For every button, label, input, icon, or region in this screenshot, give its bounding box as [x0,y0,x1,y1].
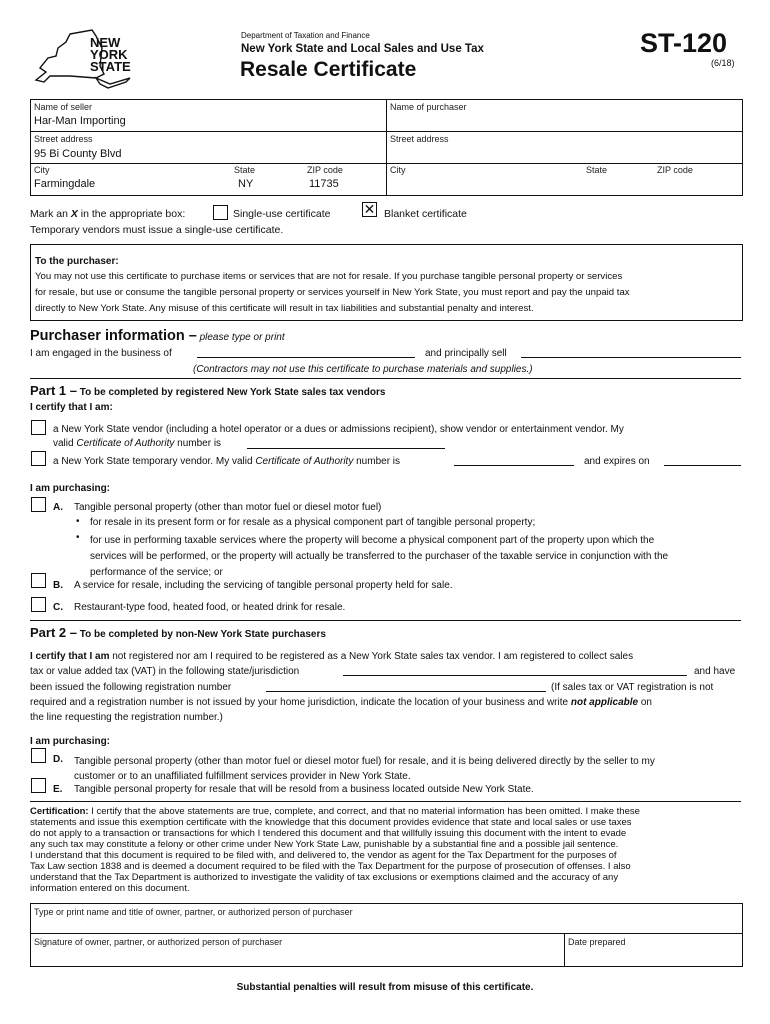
part2-instruction-line: the line requesting the registration number.) [30,712,223,723]
ny-vendor-text: a New York State vendor (including a hotel operator or a dues or admissions recipient), show vendor or entertainment vendor. My [53,424,624,435]
seller-street-label: Street address [34,134,93,144]
part2-jurisdiction-label: tax or value added tax (VAT) in the following state/jurisdiction [30,666,300,677]
option-a-letter: A. [53,502,63,513]
purchaser-state-label: State [586,165,608,175]
contractor-note: (Contractors may not use this certificate to purchase materials and supplies.) [193,364,533,375]
part1-heading: Part 1 – To be completed by registered New York State sales tax vendors [30,383,386,398]
form-subtitle: New York State and Local Sales and Use Tax [241,43,484,55]
option-a-checkbox[interactable] [31,497,46,512]
option-a-bullet-2: for use in performing taxable services where the property will become a physical component part of the property upon which the services will be performed, or the property will actually be transferred to the purchaser of the taxable service in conjunction with the performance of the service; or [90,535,669,578]
business-label: I am engaged in the business of [30,348,172,359]
to-purchaser-box [30,244,743,321]
to-purchaser-heading: To the purchaser: [35,256,119,267]
seller-street-field[interactable]: 95 Bi County Blvd [34,148,122,160]
single-use-checkbox[interactable] [213,205,228,220]
single-use-label: Single-use certificate [233,208,331,220]
part2-instruction-line: required and a registration number is not issued by your home jurisdiction, indicate the location of your business and write not applicable on [30,697,652,708]
seller-state-label: State [234,165,256,175]
seller-city-label: City [34,165,50,175]
registration-number-field[interactable] [266,691,546,692]
to-purchaser-line: You may not use this certificate to purchase items or services that are not for resale. If you purchase tangible personal property or services [35,271,623,282]
option-c-text: Restaurant-type food, heated food, or heated drink for resale. [74,602,346,613]
purchaser-info-heading: Purchaser information – please type or print [30,328,285,344]
section-divider [30,378,741,379]
expires-label: and expires on [584,456,650,467]
part2-certify-line: I certify that I am not registered nor am I required to be registered as a New York State sales tax vendor. I am registered to collect sales [30,651,634,662]
business-field[interactable] [197,357,415,358]
seller-zip-field[interactable]: 11735 [309,178,339,190]
cert-type-prompt: Mark an X in the appropriate box: [30,208,186,220]
purchaser-name-title-field[interactable] [34,918,734,931]
part1-certify-label: I certify that I am: [30,402,113,413]
ny-vendor-checkbox[interactable] [31,420,46,435]
form-title: Resale Certificate [240,58,417,81]
footer-warning: Substantial penalties will result from misuse of this certificate. [236,982,534,993]
purchaser-street-label: Street address [390,134,449,144]
to-purchaser-line: for resale, but use or consume the tangible personal property or services yourself in New York State, you must report and pay the unpaid tax [35,287,630,298]
jurisdiction-field[interactable] [343,675,687,676]
part2-heading: Part 2 – To be completed by non-New York State purchasers [30,625,326,640]
option-d-text: Tangible personal property (other than motor fuel or diesel motor fuel) for resale, and it is being delivered directly by the seller to my customer or to an unaffiliated fulfillment services provider in New York State. [74,756,655,782]
blanket-label: Blanket certificate [384,208,467,220]
signature-label: Signature of owner, partner, or authorized person of purchaser [34,937,283,947]
section-divider [30,620,741,621]
option-a-text: Tangible personal property (other than motor fuel or diesel motor fuel) [74,502,382,513]
logo-text: NEW YORK STATE [90,35,131,74]
blanket-checkbox[interactable]: ✕ [363,201,376,217]
option-b-text: A service for resale, including the servicing of tangible personal property held for sale. [74,580,453,591]
signature-table [30,903,743,967]
section-divider [30,801,741,802]
form-id: ST-120 [640,28,728,58]
option-c-letter: C. [53,602,63,613]
temporary-vendor-checkbox[interactable] [31,451,46,466]
form-revision: (6/18) [711,58,735,68]
purchaser-zip-label: ZIP code [657,165,693,175]
option-b-checkbox[interactable] [31,573,46,588]
certification-text: Certification: I certify that the above statements are true, complete, and correct, and that no material information has been omitted. I make these statements and issue this exemption certificate with the knowledge that this document provides evidence that state and local sales or use taxes do not apply to a transaction or transactions for which I tendered this document and that willfully issuing this document with the intent to evade any such tax may constitute a felony or other crime under New York State Law, punishable by a substantial fine and a possible jail sentence. I understand that this document is required to be filed with, and delivered to, the vendor as agent for the Tax Department for the purposes of Tax Law section 1838 and is deemed a document required to be filed with the Tax Department for the purpose of prosecution of offenses. I also understand that the Tax Department is authorized to investigate the validity of tax exclusions or exemptions claimed and the accuracy of any information entered on this document. [30,806,640,894]
seller-name-field[interactable]: Har-Man Importing [34,115,126,127]
temporary-vendor-authority-field[interactable] [454,465,574,466]
expires-date-field[interactable] [664,465,741,466]
signature-field[interactable] [34,948,559,963]
part1-purchasing-label: I am purchasing: [30,483,111,494]
option-e-letter: E. [53,784,63,795]
temporary-vendor-text: a New York State temporary vendor. My valid Certificate of Authority number is [53,456,401,467]
option-a-bullet-1: for resale in its present form or for resale as a physical component part of tangible personal property; [90,517,536,528]
part2-purchasing-label: I am purchasing: [30,736,111,747]
vat-note: (If sales tax or VAT registration is not [551,682,714,693]
seller-name-label: Name of seller [34,102,93,112]
date-prepared-label: Date prepared [568,937,626,947]
date-prepared-field[interactable] [568,948,738,963]
ny-vendor-authority-field[interactable] [247,448,445,449]
option-b-letter: B. [53,580,63,591]
option-d-checkbox[interactable] [31,748,46,763]
option-e-checkbox[interactable] [31,778,46,793]
and-have-label: and have [694,666,736,677]
to-purchaser-line: directly to New York State. Any misuse of this certificate will result in tax liabilities and substantial penalty and interest. [35,303,534,314]
principally-sell-label: and principally sell [425,348,507,359]
seller-state-field[interactable]: NY [238,178,254,190]
option-e-text: Tangible personal property for resale that will be resold from a business located outside New York State. [74,784,534,795]
bullet-icon: • [76,532,80,543]
seller-city-field[interactable]: Farmingdale [34,178,96,190]
ny-vendor-authority-label: valid Certificate of Authority number is [53,438,222,449]
bullet-icon: • [76,516,80,527]
purchaser-name-label: Name of purchaser [390,102,467,112]
option-c-checkbox[interactable] [31,597,46,612]
seller-zip-label: ZIP code [307,165,343,175]
seller-purchaser-table [30,99,743,196]
principally-sell-field[interactable] [521,357,741,358]
purchaser-name-title-label: Type or print name and title of owner, partner, or authorized person of purchaser [34,907,353,917]
option-d-letter: D. [53,754,63,765]
registration-number-label: been issued the following registration number [30,682,232,693]
department-name: Department of Taxation and Finance [241,31,370,40]
temporary-vendor-note: Temporary vendors must issue a single-use certificate. [30,224,284,236]
purchaser-city-label: City [390,165,406,175]
